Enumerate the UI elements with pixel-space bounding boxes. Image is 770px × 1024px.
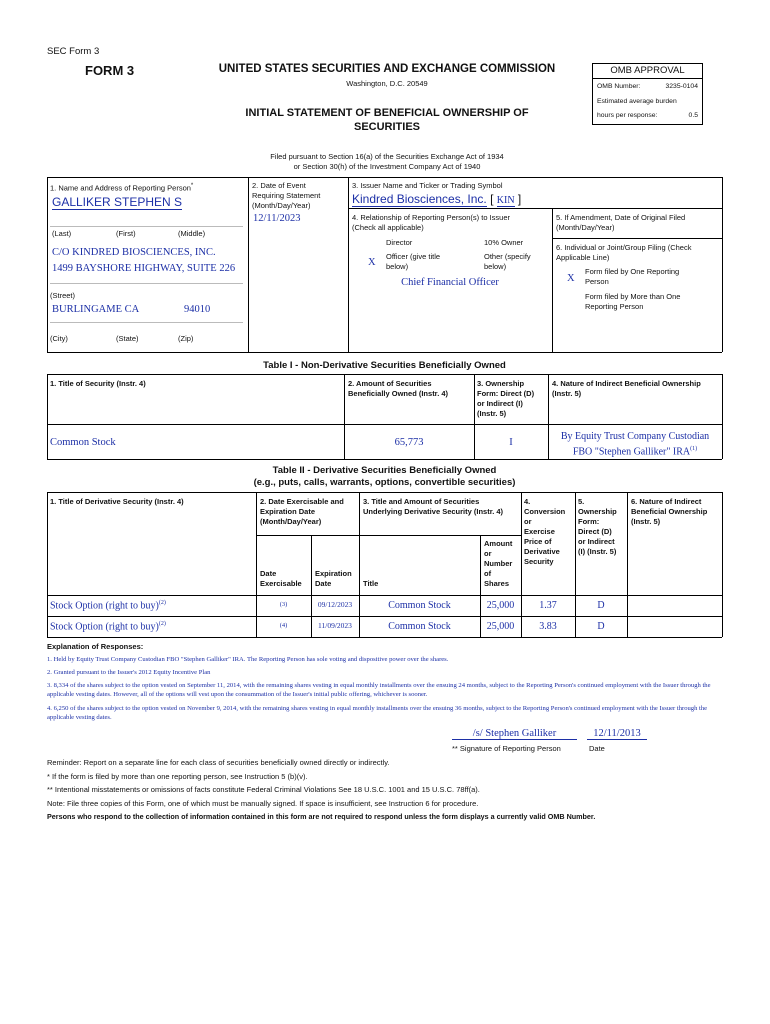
- table2-row2-price: 3.83: [539, 621, 557, 632]
- table2-row1-expiration: 09/12/2023: [317, 600, 353, 609]
- table2-title: Table II - Derivative Securities Beneficially Owned (e.g., puts, calls, warrants, options, convertible securities): [253, 465, 516, 488]
- table2-header-title: 1. Title of Derivative Security (Instr. 4): [50, 497, 184, 506]
- table2-sub-expiration: Expiration Date: [315, 569, 352, 588]
- sec-form-label: SEC Form 3: [47, 46, 100, 57]
- filed-pursuant: Filed pursuant to Section 16(a) of the Securities Exchange Act of 1934 or Section 30(h) of the Investment Company Act of 1940: [270, 152, 504, 171]
- omb-title: OMB APPROVAL: [593, 64, 702, 79]
- date-label: Date: [589, 744, 605, 753]
- table2-row1-security: Stock Option (right to buy)$^{(2)}$: [50, 600, 166, 612]
- reporting-person-name: GALLIKER STEPHEN S: [52, 195, 183, 209]
- explanation-note-2: 2. Granted pursuant to the Issuer's 2012 Equity Incentive Plan: [47, 669, 211, 676]
- event-date-value: 12/11/2023: [253, 213, 301, 224]
- omb-hours-label: hours per response:: [597, 112, 658, 119]
- event-date-label: 2. Date of Event Requiring Statement (Month/Day/Year): [252, 181, 321, 210]
- amendment-label: 5. If Amendment, Date of Original Filed (Month/Day/Year): [556, 213, 686, 232]
- explanation-note-4: 4. 6,250 of the shares subject to the option vested on November 9, 2014, with the remaining shares vesting in equal monthly installments over the ensuing 36 months, subject to the Reporting Person's continued employment with the Issuer through the applicable vesting dates.: [47, 705, 708, 721]
- issuer-ticker: KIN: [496, 195, 515, 206]
- explanation-note-1: 1. Held by Equity Trust Company Custodian FBO "Stephen Galliker" IRA. The Reporting Person has sole voting and dispositive power over the shares.: [47, 656, 449, 663]
- statement-title: INITIAL STATEMENT OF BENEFICIAL OWNERSHIP OF SECURITIES: [245, 107, 529, 133]
- first-label: (First): [116, 229, 136, 238]
- footer-note-1: * If the form is filed by more than one reporting person, see Instruction 5 (b)(v).: [47, 772, 308, 781]
- table1-header-amount: 2. Amount of Securities Beneficially Owned (Instr. 4): [348, 379, 449, 398]
- one-person-option: Form filed by One Reporting Person: [585, 267, 680, 286]
- table2-header-conversion: 4. Conversion or Exercise Price of Derivative Security: [524, 497, 566, 566]
- omb-hours-value: 0.5: [688, 112, 698, 119]
- commission-location: Washington, D.C. 20549: [346, 79, 428, 88]
- table1-header-form: 3. Ownership Form: Direct (D) or Indirect (I) (Instr. 5): [477, 379, 535, 418]
- table1-header-title: 1. Title of Security (Instr. 4): [50, 379, 146, 388]
- last-label: (Last): [52, 229, 72, 238]
- table2-sub-title: Title: [363, 579, 379, 588]
- table2-header-nature: 6. Nature of Indirect Beneficial Ownership (Instr. 5): [631, 497, 708, 526]
- relationship-label: 4. Relationship of Reporting Person(s) to Issuer (Check all applicable): [352, 213, 510, 232]
- officer-checkmark: X: [368, 257, 376, 268]
- table1-header-nature: 4. Nature of Indirect Beneficial Ownership (Instr. 5): [552, 379, 701, 398]
- footer-note-3: Note: File three copies of this Form, one of which must be manually signed. If space is insufficient, see Instruction 6 for procedure.: [47, 799, 479, 808]
- table2-row2-form: D: [597, 621, 605, 632]
- signature-name: /s/ Stephen Galliker: [452, 728, 577, 740]
- zip-label: (Zip): [178, 334, 194, 343]
- table2-row2-exercisable: (4): [279, 622, 288, 629]
- table2-row1-exercisable: (3): [279, 601, 288, 608]
- signature-date: 12/11/2013: [587, 728, 647, 740]
- table1-amount: 65,773: [394, 437, 424, 448]
- reporting-person-label: 1. Name and Address of Reporting Person*: [50, 183, 194, 193]
- table1-title: Table I - Non-Derivative Securities Beneficially Owned: [263, 360, 506, 371]
- officer-title: Chief Financial Officer: [401, 277, 499, 288]
- city-label: (City): [50, 334, 68, 343]
- omb-burden-label: Estimated average burden: [597, 98, 677, 105]
- issuer-name: Kindred Biosciences, Inc.: [352, 192, 487, 206]
- table2-row2-shares: 25,000: [486, 621, 515, 632]
- table2-row1-form: D: [597, 600, 605, 611]
- ten-percent-owner-option: 10% Owner: [484, 238, 524, 247]
- table2-header-form: 5. Ownership Form: Direct (D) or Indirect (I) (Instr. 5): [578, 497, 617, 556]
- table2-row1-title: Common Stock: [388, 600, 451, 611]
- table1-security: Common Stock: [50, 437, 116, 448]
- filing-label: 6. Individual or Joint/Group Filing (Check Applicable Line): [556, 243, 692, 262]
- multi-person-option: Form filed by More than One Reporting Person: [585, 292, 681, 311]
- table1-nature: By Equity Trust Company Custodian FBO "Stephen Galliker" IRA$^{(1)}$: [560, 431, 710, 458]
- commission-title: UNITED STATES SECURITIES AND EXCHANGE COMMISSION: [218, 63, 556, 75]
- reporting-zip: 94010: [184, 304, 211, 315]
- table2-row2-title: Common Stock: [388, 621, 451, 632]
- form-page: [47, 0, 722, 1024]
- reporting-city: BURLINGAME CA: [52, 304, 140, 315]
- middle-label: (Middle): [178, 229, 206, 238]
- table2-sub-amount: Amount or Number of Shares: [484, 539, 513, 588]
- director-option: Director: [386, 238, 413, 247]
- omb-number-value: 3235-0104: [665, 83, 698, 90]
- footer-note-4: Persons who respond to the collection of information contained in this form are not required to respond unless the form displays a currently valid OMB Number.: [47, 812, 596, 821]
- explanation-note-3: 3. 8,334 of the shares subject to the option vested on September 11, 2014, with the remaining shares vesting in equal monthly installments over the ensuing 24 months, subject to the Reporting Person's continued employment with the Issuer through the applicable vesting dates. However, all of the options will vest upon the consummation of the Issuer's initial public offering, whichever is sooner.: [47, 682, 711, 698]
- state-label: (State): [116, 334, 139, 343]
- omb-number-label: OMB Number:: [597, 83, 641, 90]
- signature-label: ** Signature of Reporting Person: [452, 744, 561, 753]
- table2-row2-expiration: 11/09/2023: [318, 621, 352, 630]
- footer-note-2: ** Intentional misstatements or omissions of facts constitute Federal Criminal Violations See 18 U.S.C. 1001 and 15 U.S.C. 78ff(a).: [47, 785, 480, 794]
- other-option: Other (specify below): [484, 252, 531, 271]
- street-label: (Street): [50, 291, 76, 300]
- reminder-text: Reminder: Report on a separate line for each class of securities beneficially owned directly or indirectly.: [47, 758, 390, 767]
- officer-option: Officer (give title below): [386, 252, 441, 271]
- table2-row2-security: Stock Option (right to buy)$^{(2)}$: [50, 621, 166, 633]
- explanation-title: Explanation of Responses:: [47, 642, 144, 651]
- issuer-name-ticker: Kindred Biosciences, Inc. [ KIN ]: [352, 192, 522, 206]
- reporting-address: C/O KINDRED BIOSCIENCES, INC. 1499 BAYSHORE HIGHWAY, SUITE 226: [52, 247, 236, 274]
- one-person-checkmark: X: [567, 273, 575, 284]
- table2-row1-price: 1.37: [539, 600, 557, 611]
- omb-approval-box: [592, 63, 703, 125]
- table2-header-dates: 2. Date Exercisable and Expiration Date (Month/Day/Year): [260, 497, 344, 526]
- form-title: FORM 3: [85, 63, 135, 78]
- issuer-label: 3. Issuer Name and Ticker or Trading Symbol: [352, 181, 503, 190]
- table2-header-underlying: 3. Title and Amount of Securities Underlying Derivative Security (Instr. 4): [363, 497, 504, 516]
- table2-sub-date-exercisable: Date Exercisable: [260, 569, 302, 588]
- table1-form: I: [509, 437, 513, 448]
- table2-row1-shares: 25,000: [486, 600, 515, 611]
